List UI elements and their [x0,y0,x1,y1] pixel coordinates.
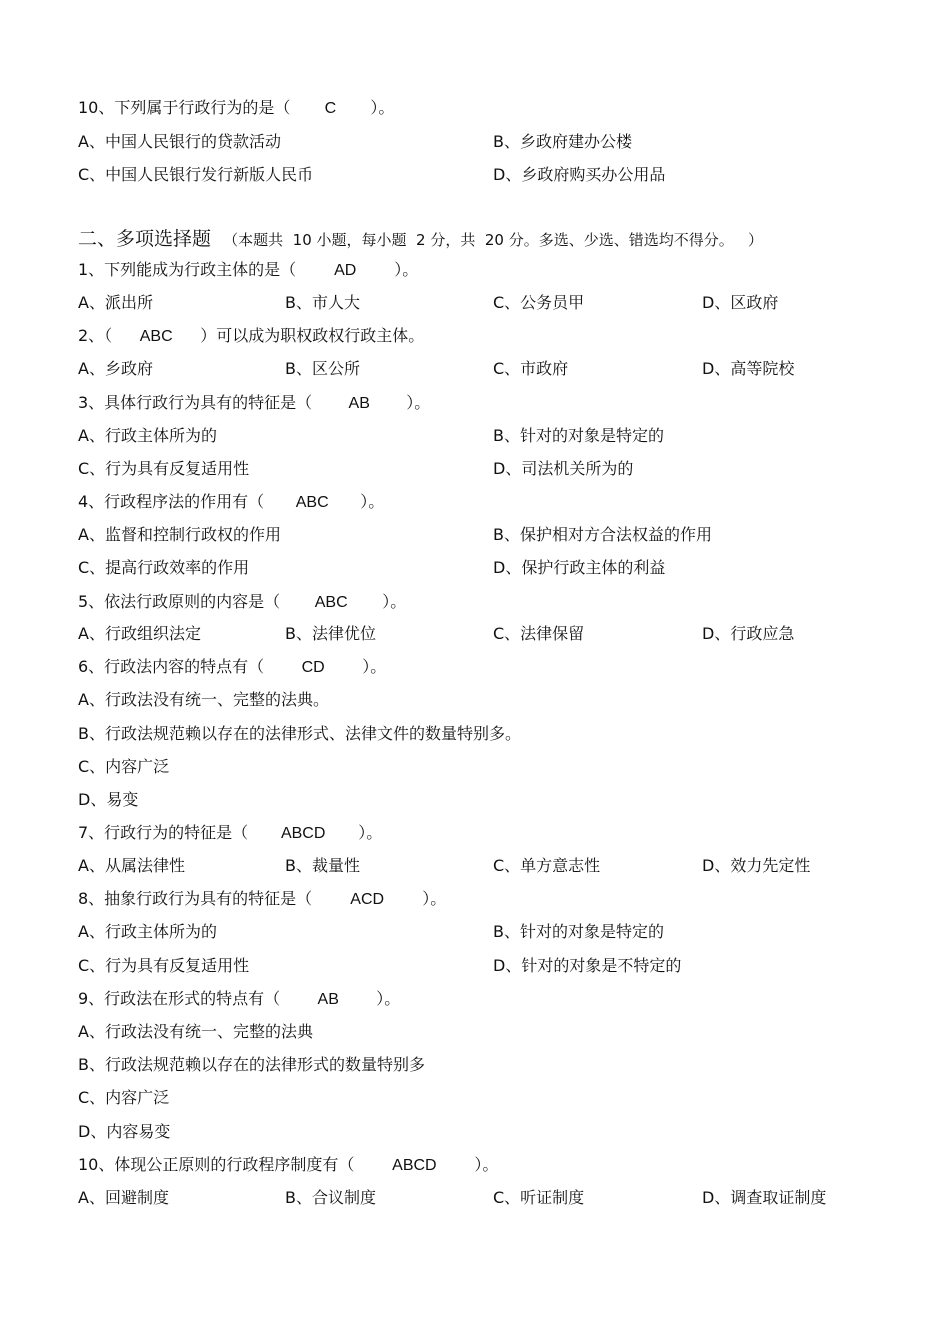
question-stem: 4、行政程序法的作用有（ ABC ）。 [78,491,384,513]
option-c: C、中国人民银行发行新版人民币 [78,165,314,184]
option-b: B、乡政府建办公楼 [493,132,632,151]
option-a: A、监督和控制行政权的作用 [78,525,281,544]
option-d: D、保护行政主体的利益 [493,558,666,577]
answer: ABCD [392,1157,437,1174]
question-stem: 6、行政法内容的特点有（ CD ）。 [78,656,386,678]
option-c: C、行为具有反复适用性 [78,956,250,975]
option-d: D、高等院校 [702,359,795,378]
option-a: A、派出所 [78,293,153,312]
answer: CD [301,659,325,676]
option-b: B、保护相对方合法权益的作用 [493,525,712,544]
option-c: C、内容广泛 [78,1088,170,1107]
question-stem: 5、依法行政原则的内容是（ ABC ）。 [78,591,406,613]
option-a: A、行政主体所为的 [78,922,217,941]
option-c: C、提高行政效率的作用 [78,558,250,577]
answer: ABC [139,328,173,345]
option-c: C、市政府 [493,359,569,378]
top-q10-stem: 10、下列属于行政行为的是（ C ）。 [78,97,394,119]
answer: AB [348,395,370,412]
question-stem: 8、抽象行政行为具有的特征是（ ACD ）。 [78,888,446,910]
answer: C [324,100,337,117]
question-stem: 1、下列能成为行政主体的是（ AD ）。 [78,259,418,281]
option-d: D、效力先定性 [702,856,811,875]
option-d: D、行政应急 [702,624,795,643]
section-heading: 二、多项选择题 （本题共 10 小题，每小题 2 分，共 20 分。多选、少选、错选均不得分。 ） [78,228,764,250]
section-note: （本题共 10 小题，每小题 2 分，共 20 分。多选、少选、错选均不得分。 ） [223,231,764,249]
answer: ABC [295,494,329,511]
option-b: B、法律优位 [285,624,376,643]
answer: ABCD [280,825,326,842]
option-a: A、回避制度 [78,1188,169,1207]
answer: ABC [314,594,348,611]
question-stem: 3、具体行政行为具有的特征是（ AB ）。 [78,392,430,414]
option-c: C、听证制度 [493,1188,585,1207]
option-a: A、从属法律性 [78,856,185,875]
answer: AB [317,991,339,1008]
answer: AD [334,262,357,279]
option-a: A、行政法没有统一、完整的法典。 [78,690,329,709]
option-a: A、行政法没有统一、完整的法典 [78,1022,313,1041]
option-d: D、针对的对象是不特定的 [493,956,682,975]
option-b: B、市人大 [285,293,360,312]
option-d: D、区政府 [702,293,779,312]
answer: ACD [350,891,385,908]
question-stem: 10、体现公正原则的行政程序制度有（ ABCD ）。 [78,1154,498,1176]
option-a: A、行政组织法定 [78,624,201,643]
option-c: C、行为具有反复适用性 [78,459,250,478]
option-a: A、中国人民银行的贷款活动 [78,132,281,151]
option-b: B、针对的对象是特定的 [493,922,664,941]
option-a: A、乡政府 [78,359,153,378]
option-c: C、法律保留 [493,624,585,643]
option-c: C、单方意志性 [493,856,601,875]
option-d: D、内容易变 [78,1122,171,1141]
question-stem: 9、行政法在形式的特点有（ AB ）。 [78,988,400,1010]
option-d: D、调查取证制度 [702,1188,827,1207]
option-b: B、针对的对象是特定的 [493,426,664,445]
option-b: B、区公所 [285,359,360,378]
option-b: B、行政法规范赖以存在的法律形式的数量特别多 [78,1055,425,1074]
option-c: C、内容广泛 [78,757,170,776]
option-b: B、裁量性 [285,856,360,875]
question-stem: 2、（ ABC ）可以成为职权政权行政主体。 [78,325,424,347]
option-c: C、公务员甲 [493,293,585,312]
option-b: B、合议制度 [285,1188,376,1207]
option-b: B、行政法规范赖以存在的法律形式、法律文件的数量特别多。 [78,724,521,743]
option-d: D、司法机关所为的 [493,459,634,478]
option-d: D、易变 [78,790,139,809]
option-a: A、行政主体所为的 [78,426,217,445]
option-d: D、乡政府购买办公用品 [493,165,666,184]
question-stem: 7、行政行为的特征是（ ABCD ）。 [78,822,382,844]
